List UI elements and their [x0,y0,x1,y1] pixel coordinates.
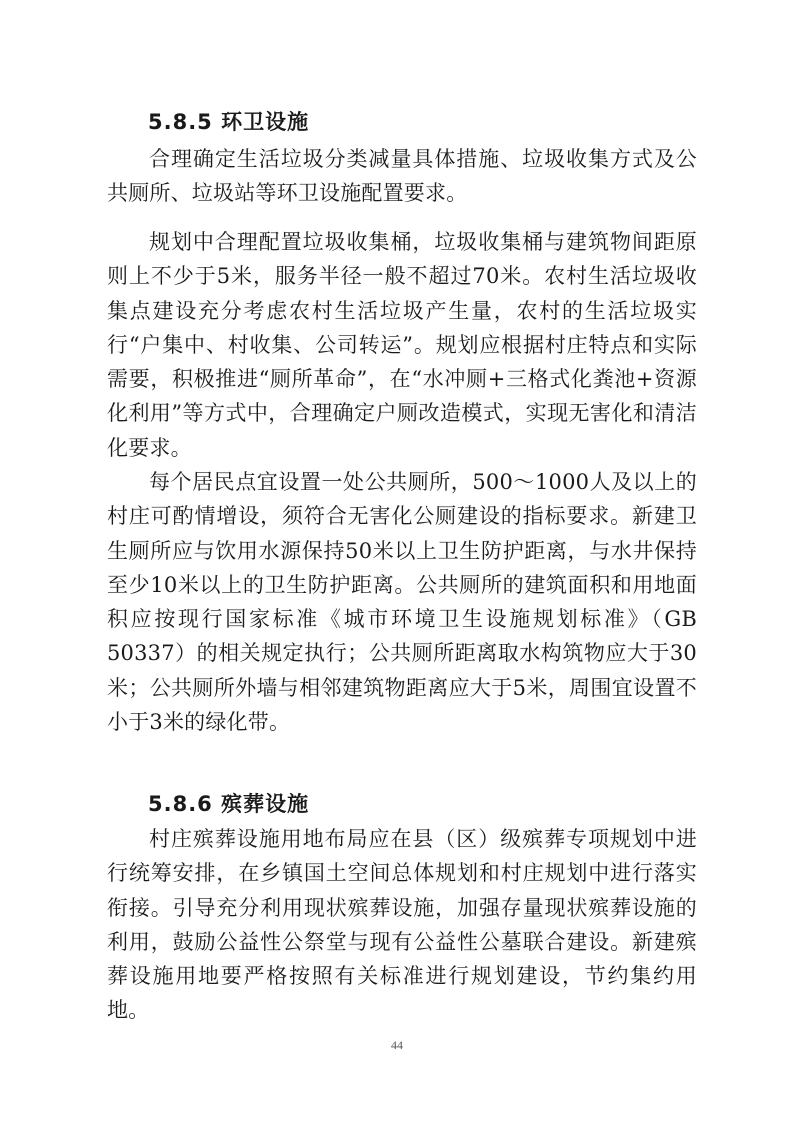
section-heading-5-8-6: 5.8.6 殡葬设施 [148,792,310,816]
section-heading-5-8-5: 5.8.5 环卫设施 [148,110,310,134]
paragraph: 合理确定生活垃圾分类减量具体措施、垃圾收集方式及公共厕所、垃圾站等环卫设施配置要求。 [107,147,697,206]
paragraph: 每个居民点宜设置一处公共厕所，500～1000人及以上的村庄可酌情增设，须符合无害化公厕建设的指标要求。新建卫生厕所应与饮用水源保持50米以上卫生防护距离，与水井保持至少10米以上的卫生防护距离。公共厕所的建筑面积和用地面积应按现行国家标准《城市环境卫生设施规划标准》（GB 50337）的相关规定执行；公共厕所距离取水构筑物应大于30米；公共厕所外墙与相邻建筑物距离应大于5米，周围宜设置不小于3米的绿化带。 [107,470,697,735]
paragraph: 规划中合理配置垃圾收集桶，垃圾收集桶与建筑物间距原则上不少于5米，服务半径一般不超过70米。农村生活垃圾收集点建设充分考虑农村生活垃圾产生量，农村的生活垃圾实行“户集中、村收集、公司转运”。规划应根据村庄特点和实际需要，积极推进“厕所革命”，在“水冲厕+三格式化粪池+资源化利用”等方式中，合理确定户厕改造模式，实现无害化和清洁化要求。 [107,230,697,460]
paragraph: 村庄殡葬设施用地布局应在县（区）级殡葬专项规划中进行统筹安排，在乡镇国土空间总体规划和村庄规划中进行落实衔接。引导充分利用现状殡葬设施，加强存量现状殡葬设施的利用，鼓励公益性公祭堂与现有公益性公墓联合建设。新建殡葬设施用地要严格按照有关标准进行规划建设，节约集约用地。 [107,827,697,1023]
page-number: 44 [391,1038,403,1052]
